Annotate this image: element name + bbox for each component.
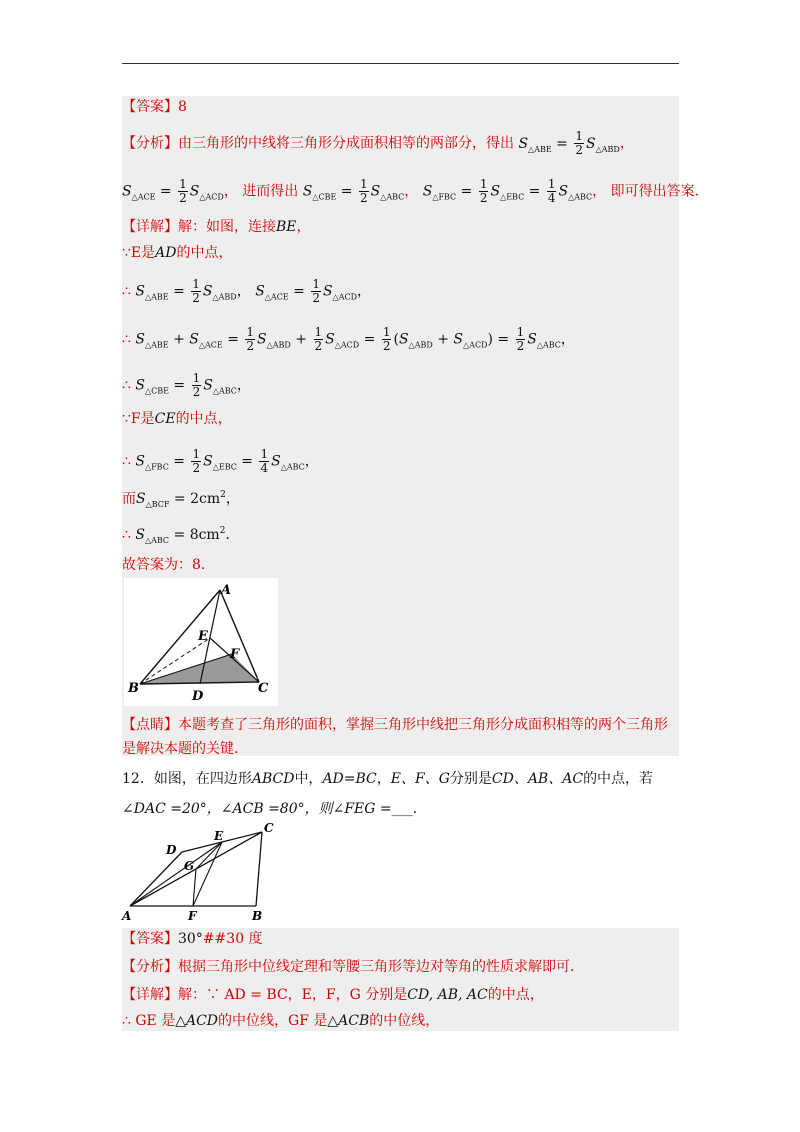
segment-da2 (130, 852, 182, 906)
because-e-line: ∵E是AD的中点， (122, 245, 233, 261)
analysis-text-12: 根据三角形中位线定理和等腰三角形等边对等角的性质求解即可． (178, 959, 584, 975)
detail-line: 【详解】解：如图，连接BE， (122, 219, 311, 235)
median-acd: △ACD (175, 1013, 219, 1029)
segment-ge2 (196, 842, 222, 869)
label-d: D (192, 689, 204, 704)
because-f: ∵F是 (122, 411, 155, 427)
therefore-1: ∴ (122, 283, 131, 300)
segment-ad: AD (155, 245, 177, 261)
median-acb: △ACB (327, 1013, 370, 1029)
q12-blank: ___. (391, 801, 418, 817)
q12-ad-bc: AD=BC (322, 771, 377, 787)
analysis-line-12 (122, 958, 584, 976)
q12-angles: ∠DAC =20°，∠ACB =80°，则∠FEG = (122, 801, 392, 817)
analysis-line-2: $S_{\triangle ACE}$ = $\frac{1}{2}$ $S_{\triangle ACD}$， 进而得出 $S_{\triangle CBE}$ = $\frac{1}{2}$ $S_{\triangle ABC}$， $S_{\triangle FBC}$ = $\frac{1}{2}$ $S_{\triangle EBC}$ = $\frac{1}{4}$ $S_{\triangle ABC}$， 即可得出答案． (122, 177, 709, 205)
comment-text-1: 本题考查了三角形的面积，掌握三角形中线把三角形分成面积相等的两个三角形 (178, 717, 668, 733)
triangle-figure (124, 578, 278, 706)
comment-line-2: 是解决本题的关键． (122, 741, 248, 757)
quadrilateral-figure (118, 822, 288, 922)
step-1: ∴ $S_{\triangle ABE}$ = $\frac{1}{2}$ $S_{\triangle ABD}$， $S_{\triangle ACE}$ = $\frac{1}{2}$ $S_{\triangle ACD}$， (122, 277, 372, 305)
label2-c: C (264, 822, 274, 835)
detail-text: 解：如图，连接 (178, 219, 276, 235)
answer-line (122, 98, 187, 116)
median-e: 的中位线， (369, 1013, 440, 1029)
label-a: A (221, 583, 232, 598)
median-c: 的中位线，GF 是 (218, 1013, 328, 1029)
conclusion-line: 故答案为：8． (122, 557, 215, 573)
detail-sides-12: CD, AB, AC (407, 987, 488, 1003)
detail-label: 【详解】 (122, 219, 178, 235)
answer-label-12: 【答案】 (122, 931, 178, 947)
value-abc: 8cm (189, 527, 220, 543)
detail-line-12 (122, 986, 544, 1004)
answer-label: 【答案】 (122, 99, 178, 115)
label2-a: A (122, 909, 132, 922)
midpoint-text-2: 的中点 (175, 411, 218, 427)
median-a: ∴ GE 是 (122, 1013, 176, 1029)
step-5: 而$S_{\triangle BCF} = 2cm^2$， (122, 490, 240, 509)
detail-label-12: 【详解】 (122, 987, 178, 1003)
comment-label: 【点睛】 (122, 717, 178, 733)
comment-line-1 (122, 716, 668, 734)
q12-comma: ， (376, 771, 391, 787)
analysis-tail: 即可得出答案． (610, 183, 709, 200)
analysis-mid: 进而得出 (242, 183, 299, 200)
label-c: C (258, 681, 269, 696)
midpoint-text: 的中点 (176, 245, 219, 261)
answer-value: 8 (178, 99, 187, 115)
label-b: B (128, 681, 139, 696)
segment-ce: CE (154, 411, 176, 427)
q12-respectively: 分别是 (449, 771, 492, 787)
q12-tail: 的中点，若 (583, 771, 654, 787)
segment-bc2 (256, 832, 262, 906)
label2-f: F (188, 909, 197, 922)
q12-mid: 中， (294, 771, 323, 787)
analysis-text: 由三角形的中线将三角形分成面积相等的两部分，得出 (178, 135, 514, 152)
label2-g: G (184, 859, 195, 873)
analysis-label-12: 【分析】 (122, 959, 178, 975)
detail-text-12: 解：∵ AD = BC，E，F，G 分别是 (178, 987, 408, 1003)
analysis-line-1: 【分析】由三角形的中线将三角形分成面积相等的两部分，得出 $S_{\triangle ABE}$ = $\frac{1}{2}$ $S_{\triangle ABD}$， (122, 129, 634, 157)
q12-sides: CD、AB、AC (491, 771, 584, 787)
q12-line-1 (122, 770, 653, 788)
q12-prefix: 12．如图，在四边形 (122, 771, 252, 787)
label-e: E (198, 629, 208, 644)
answer-value-12: 30° (178, 931, 203, 947)
answer-alt-12: ##30 度 (202, 931, 263, 947)
because-e: ∵E是 (122, 245, 156, 261)
because-f-line: ∵F是CE的中点， (122, 411, 232, 427)
label2-b: B (252, 909, 263, 922)
detail-tail-12: 的中点， (487, 987, 544, 1003)
label2-e: E (214, 829, 224, 843)
label2-d: D (166, 843, 177, 857)
q12-line-2 (122, 800, 417, 818)
q12-efg: E、F、G (390, 771, 450, 787)
q12-abcd: ABCD (251, 771, 295, 787)
label-f: F (230, 647, 240, 662)
answer-line-12 (122, 930, 263, 948)
step-6: ∴ $S_{\triangle ABC} = 8cm^2$． (122, 526, 240, 545)
median-line-12 (122, 1012, 439, 1030)
analysis-label: 【分析】 (122, 135, 178, 152)
step-3: ∴ $S_{\triangle CBE}$ = $\frac{1}{2}$ $S_{\triangle ABC}$， (122, 371, 251, 399)
header-rule (122, 63, 679, 64)
step-4: ∴ $S_{\triangle FBC}$ = $\frac{1}{2}$ $S_{\triangle EBC}$ = $\frac{1}{4}$ $S_{\triangle ABC}$， (122, 447, 319, 475)
segment-be: BE (276, 219, 297, 235)
er-text: 而 (122, 491, 136, 507)
step-2: ∴ $S_{\triangle ABE} + S_{\triangle ACE}$ = $\frac{1}{2}$ $S_{\triangle ABD}$ + $\frac{1}{2}$ $S_{\triangle ACD}$ = $\frac{1}{2}$ $(S_{\triangle ABD} + S_{\triangle ACD})$ = $\frac{1}{2}$ $S_{\triangle ABC}$， (122, 325, 575, 353)
value-bcf: 2cm (190, 491, 221, 507)
